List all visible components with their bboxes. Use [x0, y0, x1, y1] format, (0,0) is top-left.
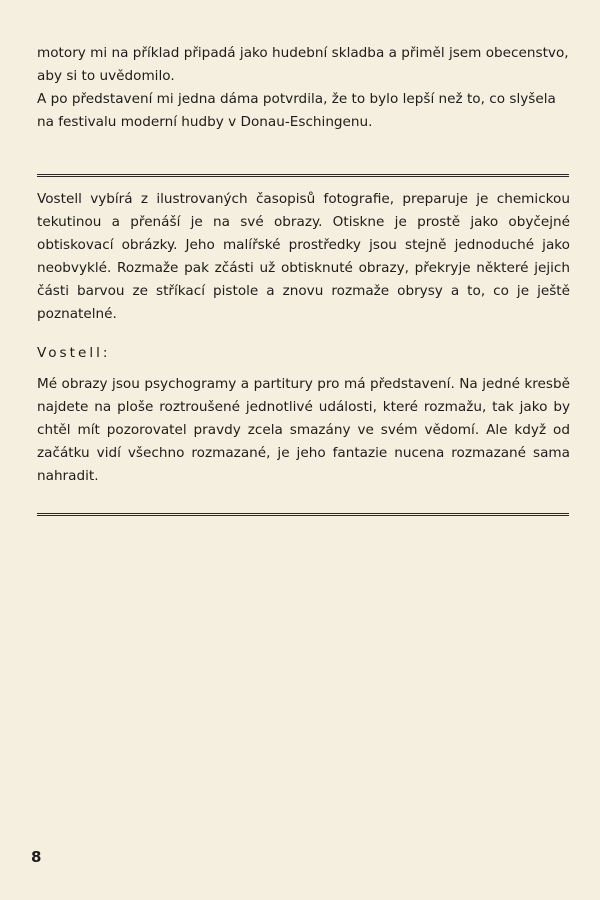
intro-line: aby si to uvědomilo.: [37, 68, 175, 84]
section-divider-bottom: [37, 513, 569, 516]
intro-line: motory mi na příklad připadá jako hudební skladba a přiměl jsem obecenstvo,: [37, 45, 569, 61]
intro-line: A po představení mi jedna dáma potvrdila, že to bylo lepší než to, co slyšela: [37, 91, 556, 107]
intro-paragraph: [37, 42, 570, 134]
description-paragraph: Vostell vybírá z ilustrovaných časopisů fotografie, preparuje je chemickou tekutinou a přenáší je na své obrazy. Otiskne je prostě jako obyčejné obtiskovací obrázky. Jeho malířské prostředky jsou stejně jednoduché jako neobvyklé. Rozmaže pak zčásti už obtisknuté obrazy, překryje některé jejich části barvou ze stříkací pistole a znovu rozmaže obrysy a to, co je ještě poznatelné.: [37, 191, 570, 322]
intro-line: na festivalu moderní hudby v Donau-Eschingenu.: [37, 114, 373, 130]
section-divider-top: [37, 174, 569, 177]
quote-paragraph: Mé obrazy jsou psychogramy a partitury pro má představení. Na jedné kresbě najdete na ploše roztroušené jednotlivé události, které rozmažu, tak jako by chtěl mít pozorovatel pravdy zcela smazány ve svém vědomí. Ale když od začátku vidí všechno rozmazané, je jeho fantazie nucena rozmazané sama nahradit.: [37, 376, 570, 484]
speaker-label: Vostell:: [37, 345, 111, 361]
description-section: [37, 188, 570, 488]
page-number: 8: [31, 848, 42, 866]
